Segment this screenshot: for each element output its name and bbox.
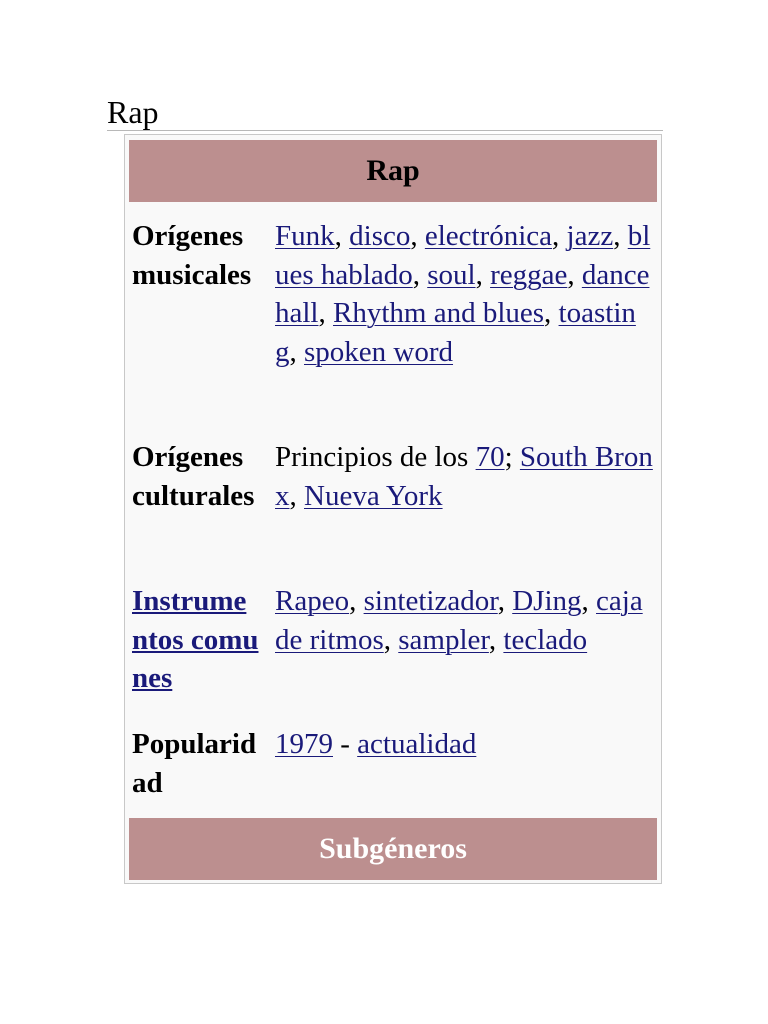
value-text: Principios de los <box>275 441 476 473</box>
value-link[interactable]: South Bronx <box>275 441 653 512</box>
value-link[interactable]: disco <box>349 220 411 252</box>
value-text: , <box>567 258 582 291</box>
value-text: , <box>488 623 504 656</box>
value-text: , <box>383 623 399 656</box>
value-text: , <box>412 258 428 291</box>
row-value <box>275 438 653 515</box>
row-label: Popularidad <box>132 728 257 799</box>
row-value <box>275 725 653 764</box>
instrumentos-comunes-link[interactable]: Instrumentos comunes <box>132 585 259 694</box>
row-value <box>275 582 653 659</box>
value-text: , <box>334 220 350 252</box>
value-text: , <box>613 220 628 252</box>
value-text: , <box>349 585 364 617</box>
infobox <box>124 134 662 884</box>
value-link[interactable]: Nueva York <box>304 479 443 512</box>
value-text: ; <box>504 441 520 473</box>
value-link[interactable]: Rapeo <box>275 585 350 617</box>
value-link[interactable]: toasting <box>275 297 636 368</box>
value-link[interactable]: Funk <box>275 220 335 252</box>
row-label: Orígenes culturales <box>132 441 255 512</box>
row-value <box>275 217 653 371</box>
value-link[interactable]: jazz <box>566 220 614 252</box>
value-link[interactable]: teclado <box>503 623 588 656</box>
value-link[interactable]: 70 <box>475 441 505 473</box>
infobox-title: Rap <box>129 140 657 202</box>
value-link[interactable]: 1979 <box>275 728 333 760</box>
value-text: , <box>289 335 304 368</box>
value-text: , <box>497 585 513 617</box>
value-text: , <box>318 297 333 329</box>
value-text: - <box>333 728 358 760</box>
value-link[interactable]: blues hablado <box>275 220 651 291</box>
value-text: , <box>552 220 567 252</box>
value-link[interactable]: actualidad <box>357 728 477 760</box>
value-text: , <box>289 479 304 512</box>
value-text: , <box>581 585 597 617</box>
value-link[interactable]: sintetizador <box>363 585 498 617</box>
value-link[interactable]: Rhythm and blues <box>333 297 545 329</box>
value-link[interactable]: spoken word <box>304 335 454 368</box>
value-link[interactable]: dancehall <box>275 258 650 329</box>
value-link[interactable]: caja de ritmos <box>275 585 643 656</box>
value-link[interactable]: sampler <box>398 623 489 656</box>
value-link[interactable]: electrónica <box>424 220 553 252</box>
value-link[interactable]: soul <box>427 258 476 291</box>
page-title: Rap <box>107 94 159 130</box>
heading-divider <box>107 130 663 131</box>
value-text: , <box>410 220 425 252</box>
value-text: , <box>544 297 559 329</box>
value-link[interactable]: DJing <box>512 585 582 617</box>
row-label <box>132 582 262 698</box>
infobox-subgeneros-header: Subgéneros <box>129 818 657 880</box>
value-link[interactable]: reggae <box>490 258 568 291</box>
value-text: , <box>475 258 491 291</box>
row-label: Orígenes musicales <box>132 220 252 291</box>
